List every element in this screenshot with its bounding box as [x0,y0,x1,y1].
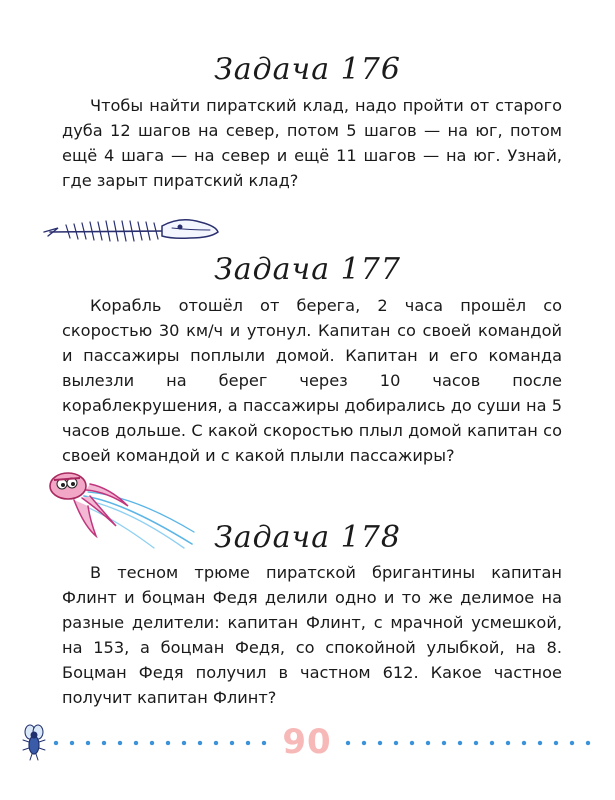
problem-176-text: Чтобы найти пиратский клад, надо пройти от старого дуба 12 шагов на север, потом 5 шагов — на юг, потом ещё 4 шага — на север и ещё 11 шагов — на юг. Узнай, где зарыт пиратский клад? [62,96,562,190]
problem-177-text: Корабль отошёл от берега, 2 часа прошёл со скоростью 30 км/ч и утонул. Капитан со своей командой и пассажиры поплыли домой. Капитан и его команда вылезли на берег через 10 часов после кораблекрушения, а пассажиры добирались до суши на 5 часов дольше. С какой скоростью плыл домой капитан со своей командой и с какой плыли пассажиры? [62,296,562,465]
problem-178-title: Задача 178 [214,520,401,555]
problem-176-title: Задача 176 [214,52,401,87]
problem-177-title: Задача 177 [214,252,401,287]
fish-skeleton-illustration [40,208,222,246]
problem-178-text: В тесном трюме пиратской бригантины капитан Флинт и боцман Федя делили одно и то же делимое на разные делители: капитан Флинт, с мрачной усмешкой, на 153, а боцман Федя, со спокойной улыбкой, на 8. Боцман Федя получил в частном 612. Какое частное получит капитан Флинт? [62,563,562,707]
footer-dots-left [48,740,274,746]
fly-icon [18,718,50,762]
footer-dots-right [340,740,596,746]
page-number: 90 [282,722,332,762]
